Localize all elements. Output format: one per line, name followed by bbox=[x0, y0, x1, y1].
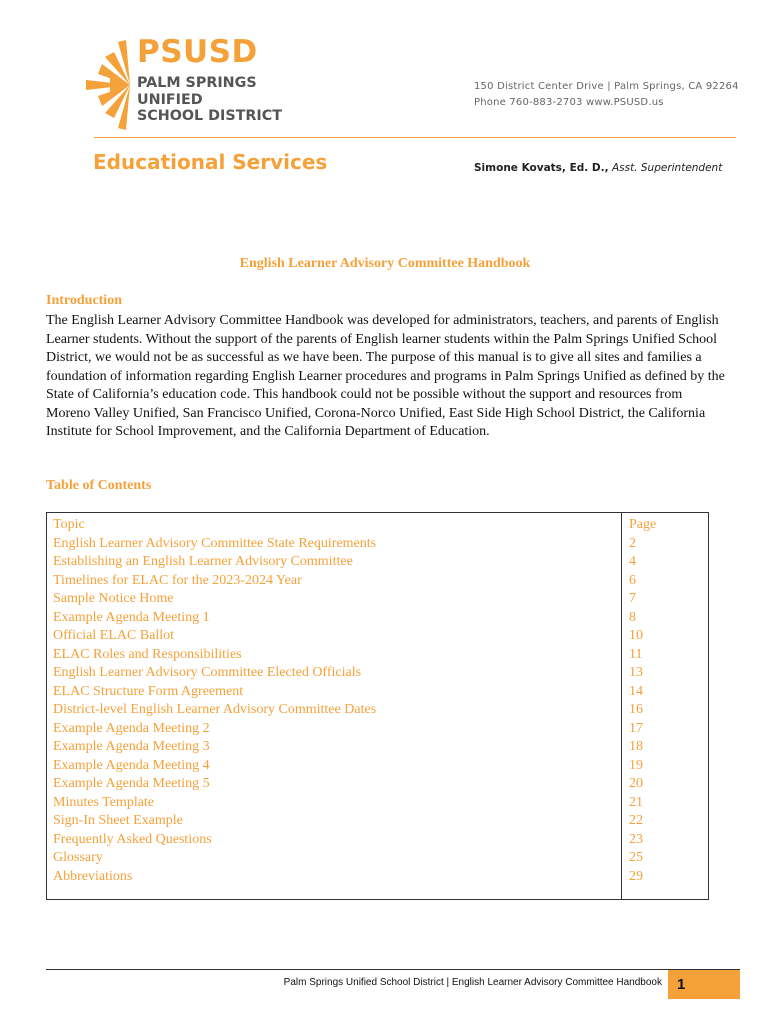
toc-entry-page[interactable]: 18 bbox=[629, 739, 643, 754]
psusd-sun-logo-icon bbox=[80, 40, 130, 130]
toc-entry-page[interactable]: 8 bbox=[629, 609, 636, 625]
toc-entry-topic[interactable]: English Learner Advisory Committee Elected Officials bbox=[53, 665, 362, 680]
toc-entry-topic[interactable]: Sample Notice Home bbox=[53, 591, 174, 606]
toc-entry-topic[interactable]: Frequently Asked Questions bbox=[53, 831, 212, 847]
logo-name-line: SCHOOL DISTRICT bbox=[137, 108, 282, 124]
toc-entry-page[interactable]: 6 bbox=[629, 572, 636, 588]
document-title: English Learner Advisory Committee Handbook bbox=[239, 256, 531, 271]
superintendent-line bbox=[474, 162, 722, 174]
footer-divider bbox=[46, 969, 740, 970]
toc-page-column bbox=[629, 516, 699, 886]
intro-heading: Introduction bbox=[46, 293, 122, 308]
toc-entry-page[interactable]: 22 bbox=[629, 813, 643, 828]
page-number: 1 bbox=[677, 976, 686, 993]
toc-entry-topic[interactable]: English Learner Advisory Committee State Requirements bbox=[53, 535, 377, 551]
toc-entry-page[interactable]: 11 bbox=[629, 646, 643, 662]
department-title: Educational Services bbox=[93, 150, 328, 174]
toc-entry-topic[interactable]: Timelines for ELAC for the 2023-2024 Year bbox=[53, 572, 302, 588]
toc-entry-topic[interactable]: Establishing an English Learner Advisory Committee bbox=[53, 554, 353, 569]
logo-name-line: PALM SPRINGS bbox=[137, 75, 257, 91]
toc-entry-page[interactable]: 16 bbox=[629, 702, 643, 717]
toc-entry-page[interactable]: 19 bbox=[629, 757, 643, 773]
toc-entry-page[interactable]: 2 bbox=[629, 535, 636, 551]
toc-entry-topic[interactable]: ELAC Structure Form Agreement bbox=[53, 683, 244, 699]
logo-name-line: UNIFIED bbox=[137, 91, 203, 108]
toc-entry-topic[interactable]: Abbreviations bbox=[53, 868, 133, 884]
superintendent-name: Simone Kovats, Ed. D., bbox=[474, 162, 609, 174]
logo-abbrev: PSUSD bbox=[137, 34, 258, 70]
toc-entry-topic[interactable]: Sign-In Sheet Example bbox=[53, 813, 183, 828]
toc-topic-column bbox=[53, 516, 613, 886]
page-number-box bbox=[668, 970, 740, 999]
toc-entry-page[interactable]: 7 bbox=[629, 591, 636, 606]
toc-entry-page[interactable]: 29 bbox=[629, 868, 643, 884]
contact-line: Phone 760-883-2703 www.PSUSD.us bbox=[474, 97, 664, 108]
footer-text: Palm Springs Unified School District | English Learner Advisory Committee Handbook bbox=[283, 977, 662, 988]
toc-entry-page[interactable]: 25 bbox=[629, 850, 643, 865]
superintendent-title: Asst. Superintendent bbox=[611, 162, 723, 174]
toc-entry-page[interactable]: 14 bbox=[629, 683, 643, 699]
toc-entry-topic[interactable]: Example Agenda Meeting 1 bbox=[53, 609, 210, 625]
toc-entry-page[interactable]: 20 bbox=[629, 776, 643, 791]
toc-entry-topic[interactable]: Example Agenda Meeting 2 bbox=[53, 720, 210, 736]
toc-entry-page[interactable]: 23 bbox=[629, 831, 643, 847]
logo-district-name bbox=[137, 75, 282, 125]
table-of-contents bbox=[46, 512, 709, 900]
toc-entry-page[interactable]: 4 bbox=[629, 554, 636, 569]
address-line: 150 District Center Drive | Palm Springs, CA 92264 bbox=[474, 81, 739, 92]
toc-entry-page[interactable]: 17 bbox=[629, 720, 643, 736]
intro-paragraph: The English Learner Advisory Committee Handbook was developed for administrators, teachers, and parents of English Learner students. Without the support of the parents of English learner students within the Palm Springs Unified School District, we would not be as successful as we have been. The purpose of this manual is to give all sites and families a foundation of information regarding English Learner procedures and programs in Palm Springs Unified as defined by the State of California’s education code. This handbook could not be possible without the support and resources from Moreno Valley Unified, San Francisco Unified, Corona-Norco Unified, East Side High School District, the California Institute for School Improvement, and the California Department of Education. bbox=[46, 313, 725, 439]
header-divider bbox=[94, 137, 736, 138]
toc-entry-topic[interactable]: Example Agenda Meeting 3 bbox=[53, 739, 210, 754]
toc-entry-topic[interactable]: Official ELAC Ballot bbox=[53, 628, 175, 643]
toc-entry-topic[interactable]: District-level English Learner Advisory Committee Dates bbox=[53, 702, 377, 717]
toc-column-divider bbox=[621, 513, 622, 899]
toc-entry-page[interactable]: 21 bbox=[629, 794, 643, 810]
toc-entry-topic[interactable]: Example Agenda Meeting 5 bbox=[53, 776, 210, 791]
toc-entry-page[interactable]: 13 bbox=[629, 665, 643, 680]
toc-entry-topic[interactable]: ELAC Roles and Responsibilities bbox=[53, 646, 242, 662]
toc-heading: Table of Contents bbox=[46, 478, 152, 493]
toc-entry-page[interactable]: 10 bbox=[629, 628, 643, 643]
toc-header-topic: Topic bbox=[53, 517, 85, 532]
toc-header-page: Page bbox=[629, 517, 657, 532]
toc-entry-topic[interactable]: Minutes Template bbox=[53, 794, 155, 810]
toc-entry-topic[interactable]: Glossary bbox=[53, 850, 103, 865]
toc-entry-topic[interactable]: Example Agenda Meeting 4 bbox=[53, 757, 210, 773]
